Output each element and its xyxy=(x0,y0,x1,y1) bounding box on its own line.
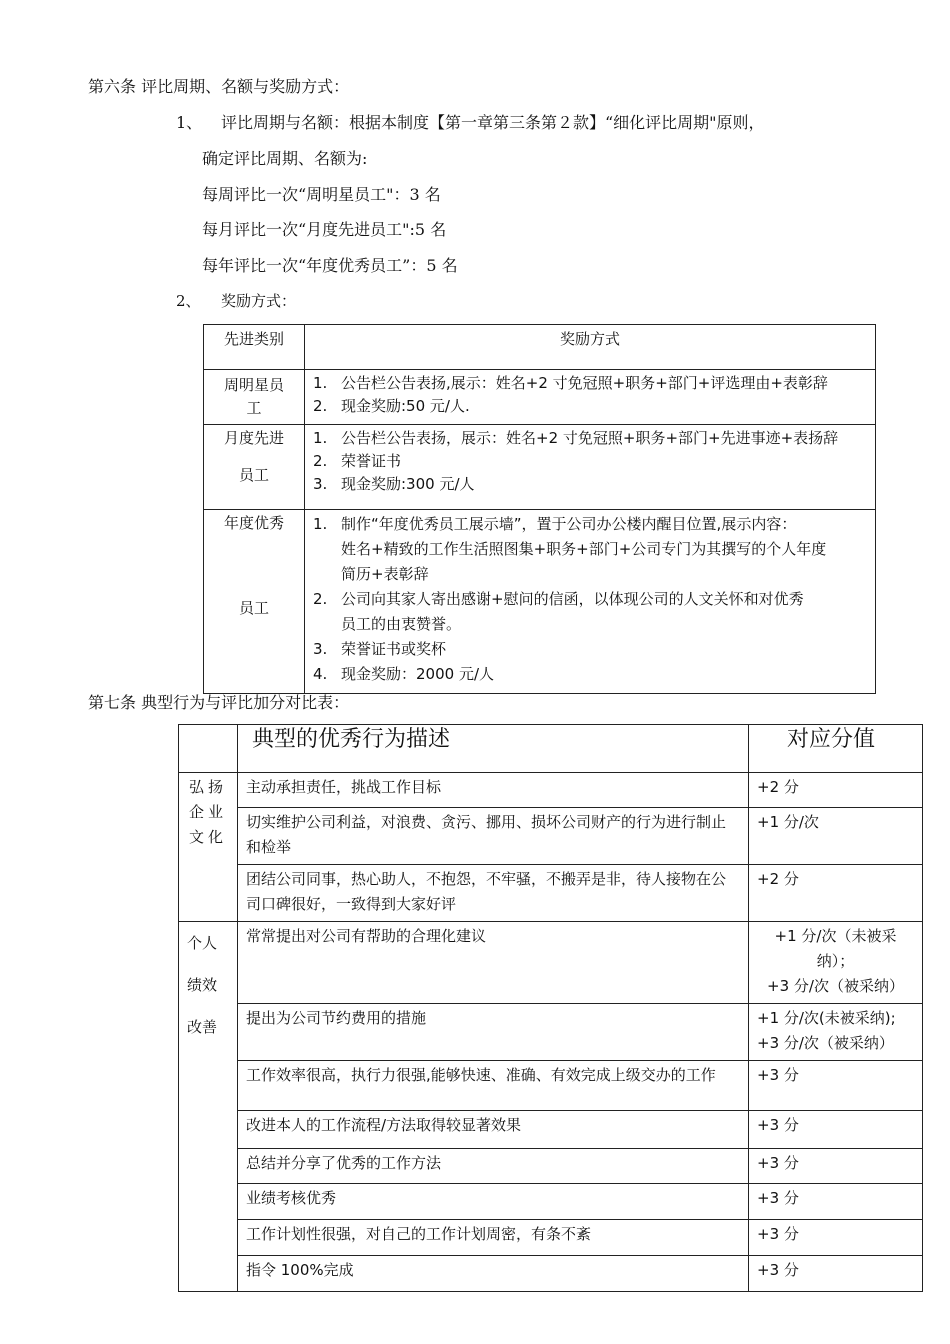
behavior-desc: 工作计划性很强，对自己的工作计划周密，有条不紊 xyxy=(238,1220,749,1256)
behavior-score: +2 分 xyxy=(749,773,923,808)
behavior-header-empty xyxy=(179,725,238,773)
behavior-desc: 常常提出对公司有帮助的合理化建议 xyxy=(238,922,749,1004)
table-row xyxy=(179,1256,923,1292)
behavior-score: +3 分 xyxy=(749,1149,923,1184)
reward-method-yearly xyxy=(305,510,876,694)
table-row xyxy=(179,808,923,865)
reward-category-weekly xyxy=(204,370,305,425)
reward-header-category: 先进类别 xyxy=(204,325,305,370)
behavior-header-desc: 典型的优秀行为描述 xyxy=(238,725,749,773)
group-label-performance: 个人 绩效 改善 xyxy=(179,922,238,1292)
reward-category-monthly xyxy=(204,425,305,510)
behavior-desc: 指令 100%完成 xyxy=(238,1256,749,1292)
reward-item: 1. 公告栏公告表扬，展示：姓名+2 寸免冠照+职务+部门+先进事迹+表扬辞 xyxy=(313,429,839,447)
reward-method-weekly xyxy=(305,370,876,425)
item2-text: 奖励方式： xyxy=(221,292,297,310)
category-line: 员工 xyxy=(238,599,269,617)
reward-item: 2. 荣誉证书 xyxy=(313,452,402,470)
behavior-desc: 主动承担责任，挑战工作目标 xyxy=(238,773,749,808)
reward-item: 4. 现金奖励：2000 元/人 xyxy=(313,665,494,683)
behavior-score: +3 分 xyxy=(749,1220,923,1256)
item1-number: 1、 xyxy=(176,113,203,132)
category-line: 月度先进 xyxy=(223,429,284,447)
behavior-header-row xyxy=(179,725,923,773)
behavior-header-score: 对应分值 xyxy=(749,725,923,773)
behavior-desc: 提出为公司节约费用的措施 xyxy=(238,1004,749,1061)
behavior-score: +1 分/次(未被采纳); +3 分/次（被采纳） xyxy=(749,1004,923,1061)
monthly-quota: 每月评比一次“月度先进员工":5 名 xyxy=(202,220,447,239)
behavior-desc: 切实维护公司利益，对浪费、贪污、挪用、损坏公司财产的行为进行制止和检举 xyxy=(238,808,749,865)
reward-item: 2. 现金奖励:50 元/人. xyxy=(313,397,470,415)
item2-number: 2、 xyxy=(176,292,201,310)
behavior-score: +3 分 xyxy=(749,1061,923,1111)
yearly-quota: 每年评比一次“年度优秀员工”：5 名 xyxy=(202,256,458,275)
item1-line2: 确定评比周期、名额为: xyxy=(202,149,368,168)
item1-line1: 评比周期与名额：根据本制度【第一章第三条第２款】“细化评比周期"原则， xyxy=(221,113,765,132)
behavior-score: +2 分 xyxy=(749,865,923,922)
category-line: 年度优秀 xyxy=(223,514,284,532)
behavior-score: +3 分 xyxy=(749,1184,923,1220)
behavior-score: +1 分/次 xyxy=(749,808,923,865)
table-row xyxy=(179,773,923,808)
table-row xyxy=(179,1061,923,1111)
article7-heading: 第七条 典型行为与评比加分对比表： xyxy=(88,693,350,712)
behavior-score: +1 分/次（未被采 纳）； +3 分/次（被采纳） xyxy=(749,922,923,1004)
reward-row-monthly xyxy=(204,425,876,510)
behavior-score: +3 分 xyxy=(749,1256,923,1292)
reward-item: 1. 公告栏公告表扬,展示：姓名+2 寸免冠照+职务+部门+评选理由+表彰辞 xyxy=(313,374,828,392)
reward-item: 3. 荣誉证书或奖杯 xyxy=(313,640,447,658)
table-row xyxy=(179,922,923,1004)
category-line: 工 xyxy=(246,399,262,417)
table-row xyxy=(179,1149,923,1184)
reward-header-method: 奖励方式 xyxy=(305,325,876,370)
behavior-desc: 改进本人的工作流程/方法取得较显著效果 xyxy=(238,1111,749,1149)
behavior-table xyxy=(178,724,923,1292)
table-row xyxy=(179,1111,923,1149)
reward-row-yearly xyxy=(204,510,876,694)
table-row xyxy=(179,1220,923,1256)
behavior-desc: 工作效率很高，执行力很强,能够快速、准确、有效完成上级交办的工作 xyxy=(238,1061,749,1111)
weekly-quota: 每周评比一次“周明星员工"：3 名 xyxy=(202,185,441,204)
category-line: 周明星员 xyxy=(223,376,284,394)
reward-category-yearly xyxy=(204,510,305,694)
reward-item: 3. 现金奖励:300 元/人 xyxy=(313,475,475,493)
reward-item: 2. 公司向其家人寄出感谢+慰问的信函，以体现公司的人文关怀和对优秀 员工的由衷赞誉。 xyxy=(313,590,804,633)
group-label-culture: 弘扬 企业 文化 xyxy=(179,773,238,922)
article6-heading: 第六条 评比周期、名额与奖励方式： xyxy=(88,77,350,96)
reward-header-row xyxy=(204,325,876,370)
behavior-score: +3 分 xyxy=(749,1111,923,1149)
reward-table xyxy=(203,324,876,694)
reward-row-weekly xyxy=(204,370,876,425)
behavior-desc: 总结并分享了优秀的工作方法 xyxy=(238,1149,749,1184)
reward-item: 1. 制作“年度优秀员工展示墙”，置于公司办公楼内醒目位置,展示内容： 姓名+精致的工作生活照图集+职务+部门+公司专门为其撰写的个人年度 简历+表彰辞 xyxy=(313,515,827,583)
behavior-desc: 业绩考核优秀 xyxy=(238,1184,749,1220)
table-row xyxy=(179,1184,923,1220)
reward-method-monthly xyxy=(305,425,876,510)
table-row xyxy=(179,1004,923,1061)
table-row xyxy=(179,865,923,922)
behavior-desc: 团结公司同事，热心助人，不抱怨，不牢骚，不搬弄是非，待人接物在公司口碑很好，一致得到大家好评 xyxy=(238,865,749,922)
category-line: 员工 xyxy=(238,466,269,484)
